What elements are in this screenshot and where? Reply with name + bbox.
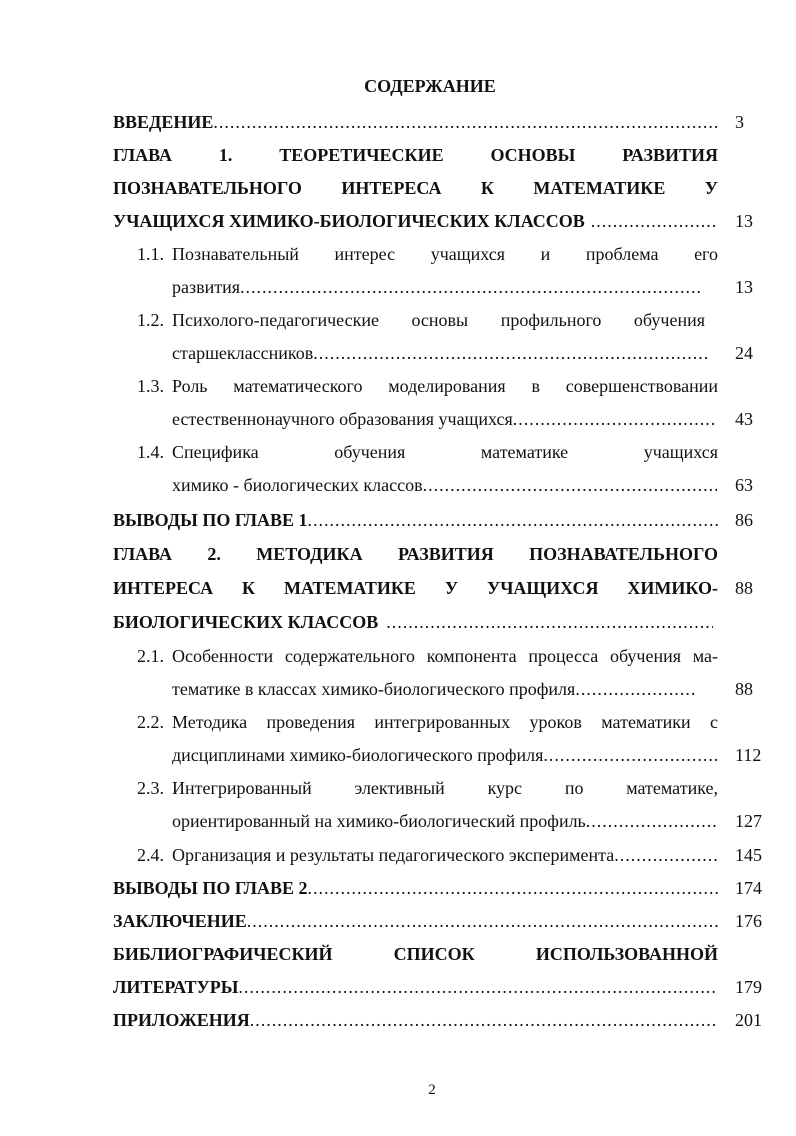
dot-leader <box>313 341 710 365</box>
page-ref: 13 <box>735 277 753 297</box>
page-ref: 86 <box>735 510 753 530</box>
toc-entry-chapter-2-line3 <box>113 610 713 634</box>
entry-text: дисциплинами химико-биологического профиля <box>172 745 544 765</box>
toc-entry-chapter-2-line2: ИНТЕРЕСА К МАТЕМАТИКЕ У УЧАЩИХСЯ ХИМИКО- <box>113 578 718 598</box>
toc-entry-chapter-1[interactable]: ГЛАВА 1. ТЕОРЕТИЧЕСКИЕ ОСНОВЫ РАЗВИТИЯ <box>113 145 718 165</box>
entry-text: ВЫВОДЫ ПО ГЛАВЕ 2 <box>113 878 308 898</box>
page-number: 2 <box>428 1082 436 1098</box>
dot-leader <box>238 975 718 999</box>
toc-entry-bibliography[interactable]: БИБЛИОГРАФИЧЕСКИЙ СПИСОК ИСПОЛЬЗОВАННОЙ <box>113 944 718 964</box>
dot-leader <box>308 876 718 900</box>
entry-text: БИОЛОГИЧЕСКИХ КЛАССОВ <box>113 612 379 632</box>
page-ref: 174 <box>735 878 762 898</box>
entry-text: тематике в классах химико-биологического профиля <box>172 679 576 699</box>
dot-leader <box>247 909 718 933</box>
toc-entry-appendices[interactable] <box>113 1008 718 1032</box>
toc-entry-section-2-2-line2 <box>172 743 718 767</box>
toc-entry-section-1-4-line2 <box>172 473 717 497</box>
dot-leader <box>386 610 713 634</box>
page-ref: 145 <box>735 845 762 865</box>
page-ref: 3 <box>735 112 744 132</box>
entry-text: ВЫВОДЫ ПО ГЛАВЕ 1 <box>113 510 308 530</box>
toc-entry-section-1-4[interactable]: Специфика обучения математике учащихся <box>172 442 718 462</box>
dot-leader <box>513 407 717 431</box>
toc-entry-section-2-1-line2 <box>172 677 696 701</box>
toc-entry-section-1-2-line2 <box>172 341 710 365</box>
toc-entry-bibliography-line2 <box>113 975 718 999</box>
page-ref: 201 <box>735 1010 762 1030</box>
section-number: 1.1. <box>137 244 164 264</box>
section-number: 2.3. <box>137 778 164 798</box>
section-number: 2.4. <box>137 845 164 865</box>
dot-leader <box>240 275 702 299</box>
page-ref: 176 <box>735 911 762 931</box>
toc-title: СОДЕРЖАНИЕ <box>364 76 496 96</box>
dot-leader <box>213 110 718 134</box>
toc-entry-section-2-2[interactable]: Методика проведения интегрированных уроков математики с <box>172 712 718 732</box>
entry-text: химико - биологических классов <box>172 475 423 495</box>
dot-leader <box>591 209 718 233</box>
toc-entry-section-1-2[interactable]: Психолого-педагогические основы профильного обучения <box>172 310 705 330</box>
toc-entry-chapter-2[interactable]: ГЛАВА 2. МЕТОДИКА РАЗВИТИЯ ПОЗНАВАТЕЛЬНОГО <box>113 544 718 564</box>
page-ref: 179 <box>735 977 762 997</box>
dot-leader <box>543 743 718 767</box>
entry-text: УЧАЩИХСЯ ХИМИКО-БИОЛОГИЧЕСКИХ КЛАССОВ <box>113 211 585 231</box>
dot-leader <box>586 809 717 833</box>
section-number: 1.4. <box>137 442 164 462</box>
section-number: 1.2. <box>137 310 164 330</box>
page-ref: 24 <box>735 343 753 363</box>
page-ref: 63 <box>735 475 753 495</box>
section-number: 2.2. <box>137 712 164 732</box>
entry-text: развития <box>172 277 241 297</box>
toc-entry-section-1-3-line2 <box>172 407 717 431</box>
entry-text: ориентированный на химико-биологический профиль <box>172 811 586 831</box>
section-number: 2.1. <box>137 646 164 666</box>
page-ref: 13 <box>735 211 753 231</box>
section-number: 1.3. <box>137 376 164 396</box>
dot-leader <box>423 473 717 497</box>
dot-leader <box>250 1008 718 1032</box>
page-ref: 127 <box>735 811 762 831</box>
entry-text: ЛИТЕРАТУРЫ <box>113 977 239 997</box>
toc-entry-conclusions-2[interactable] <box>113 876 718 900</box>
dot-leader <box>308 508 718 532</box>
toc-entry-conclusions-1[interactable] <box>113 508 718 532</box>
toc-entry-chapter-1-line3 <box>113 209 718 233</box>
entry-text: ПРИЛОЖЕНИЯ <box>113 1010 250 1030</box>
dot-leader <box>575 677 696 701</box>
entry-text: Организация и результаты педагогического эксперимента <box>172 845 615 865</box>
toc-entry-section-1-1[interactable]: Познавательный интерес учащихся и проблема его <box>172 244 718 264</box>
toc-entry-section-1-3[interactable]: Роль математического моделирования в совершенствовании <box>172 376 718 396</box>
toc-entry-introduction[interactable] <box>113 110 718 134</box>
toc-entry-chapter-1-line2: ПОЗНАВАТЕЛЬНОГО ИНТЕРЕСА К МАТЕМАТИКЕ У <box>113 178 718 198</box>
page-ref: 112 <box>735 745 762 765</box>
entry-text: старшеклассников <box>172 343 314 363</box>
entry-text: естественнонаучного образования учащихся <box>172 409 513 429</box>
toc-entry-section-2-3[interactable]: Интегрированный элективный курс по математике, <box>172 778 718 798</box>
toc-entry-section-2-4[interactable] <box>172 843 718 867</box>
entry-text: ВВЕДЕНИЕ <box>113 112 214 132</box>
toc-entry-section-2-1[interactable]: Особенности содержательного компонента процесса обучения ма- <box>172 646 718 666</box>
page-ref: 88 <box>735 578 753 598</box>
page-ref: 43 <box>735 409 753 429</box>
toc-entry-section-2-3-line2 <box>172 809 717 833</box>
toc-entry-section-1-1-line2 <box>172 275 702 299</box>
entry-text: ЗАКЛЮЧЕНИЕ <box>113 911 247 931</box>
toc-entry-final-conclusion[interactable] <box>113 909 718 933</box>
page-ref: 88 <box>735 679 753 699</box>
dot-leader <box>614 843 718 867</box>
